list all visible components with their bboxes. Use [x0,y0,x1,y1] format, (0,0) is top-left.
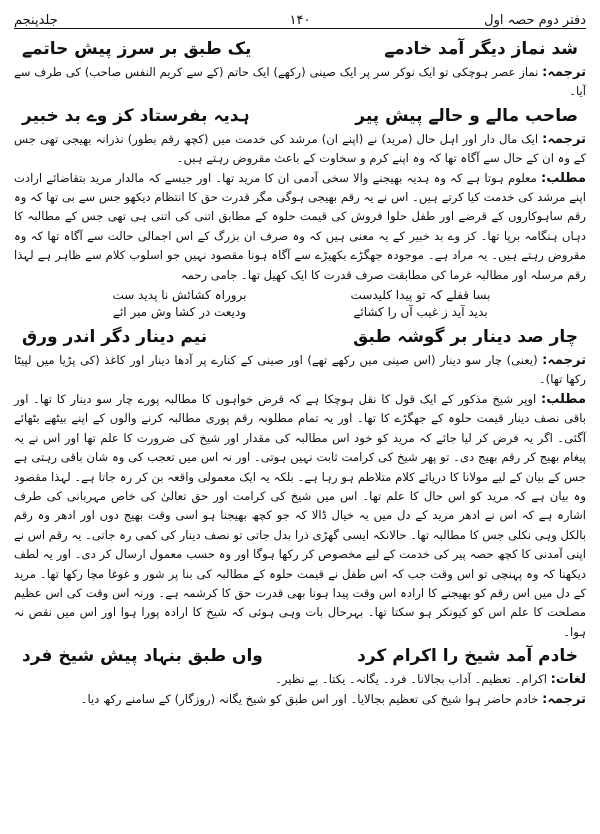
verse-second-hemistich: ہدیہ بفرستاد کز وے بد خبیر [22,105,250,126]
paragraph-label: ترجمہ: [542,353,586,369]
quoted-verse [14,285,586,323]
header-volume-part: دفتر دوم حصہ اول [484,13,586,28]
verse-first-hemistich: شد نماز دیگر آمد خادمے [384,39,578,59]
paragraph-label: مطلب: [541,391,586,407]
paragraph-text: اکرام۔ تعظیم۔ آداب بجالانا۔ فرد۔ یگانہ۔ یکتا۔ بے نظیر۔ [275,672,547,687]
quoted-verse-line: بدید آید ز غیب آں را کشائے [353,305,488,320]
verse-first-hemistich: صاحب مالے و حالے پیش پیر [355,105,578,126]
quoted-verse-line: بسا قفلے کہ تو پیدا کلیدست [350,288,491,303]
text-paragraph [14,169,586,285]
text-paragraph [14,690,586,709]
header-volume: جلدپنجم [13,13,58,28]
paragraph-text: معلوم ہوتا ہے کہ وہ ہدیہ بھیجنے والا سخی آدمی ان کا مرید تھا۔ اور جیسے کہ مالدار مرید بتقاضائے ارادت اپنے مرشد کی خدمت کیا کرتے ہیں۔ اس نے یہ رقم بھیجی ہوگی مگر قدرت حق کا انتظام دیکھو جس سے بی تھا کہ وہ رقم ساہوکاروں کے قرضے اور طفل حلوا فروش کی قیمت حلوہ کے مطابق اتنی کی اتنی ہی تھی جس کے مطالبہ کا دہاں ہنگامہ برپا تھا۔ کز وے بد خبیر کے یہ معنی ہیں کہ وہ صرف ان بزرگ کے اس اجمالی حالت سے آگاہ تھا کہ وہ مقروض رہتے ہیں۔ یہ مراد ہے۔ موجودہ جھگڑے بکھیڑے سے آگاہ ہونا مقصود نہیں جو اسلوب کلام سے ظاہر ہے لہذا رقم مرسلہ اور مطالبہ غرما کی مطابقت صرف قدرت کا ایک کھیل تھا۔ جامی رحمہ [14,170,586,282]
quoted-verse-line: بروراہ کشائش نا پدید ست [112,288,247,303]
verse-first-hemistich: چار صد دینار بر گوشہ طبق [353,327,578,348]
verse-couplet [14,642,586,670]
paragraph-label: ترجمہ: [542,691,586,707]
text-paragraph [14,670,586,689]
paragraph-text: خادم حاضر ہوا شیخ کی تعظیم بجالایا۔ اور اس طبق کو شیخ یگانہ (روزگار) کے سامنے رکھ دیا۔ [80,691,539,706]
text-paragraph [14,351,586,390]
paragraph-label: لغات: [550,672,586,688]
paragraph-label: ترجمہ: [542,131,586,147]
text-paragraph [14,390,586,642]
verse-first-hemistich: خادم آمد شیخ را اکرام کرد [357,646,578,667]
page-number: ۱۴۰ [289,13,311,28]
paragraph-text: اوپر شیخ مذکور کے ایک قول کا نقل ہوچکا ہے کہ قرض خواہوں کا مطالبہ پورے چار سو دینار کا تھا۔ اور باقی نصف دینار قیمت حلوہ کے جھگڑے کا تھا۔ اور یہ تمام مطلوبہ رقم پوری مطالبہ کرنے والوں کے اپنے بیٹھے بٹھائے آگئی۔ اگر یہ فرض کر لیا جائے کہ مرید کو خود اس مطالبہ کی مقدار اور شیخ کی ضرورت کا علم تھا اور اس نے یہ پیغام بھیج کر رقم بھیج دی۔ تو پھر شیخ کی کرامت ثابت نہیں ہوتی۔ اور نہ اس میں تعجب کی وہ شان باقی رہتی ہے جس کے بیان کے لیے مولانا کا دریائے کلام متلاطم ہو رہا ہے۔ بلکہ یہ ایک معمولی واقعہ بن کر رہ جاتا ہے۔ لہذا مقصود وہ بیان ہے کہ مرید کو اس حال کا علم تھا۔ اس میں شیخ کی کرامت اور حق تعالیٰ کی خاص مہربانی کی طرف اشارہ ہے کہ اس نے ادھر مرید کے دل میں یہ خیال ڈالا کہ جو کچھ بھیجنا ہو اسی وقت بھیج دوں اور ادھر وہ رقم بالکل وہی نکلی جس کا مطالبہ تھا۔ حالانکہ ایسی گھڑی ذرا بدل جاتی تو نصف دینار کی کمی رہ جاتی۔ یہ رقم اس نے اپنی آمدنی کا کچھ حصہ پیر کی خدمت کے لیے مخصوص کر رکھا ہوگا اور وہ حسب معمول ارسال کر دی۔ اور یہ لطف دیکھنا کہ وہ پہنچی تو اس وقت جب کہ اس طفل نے قیمت حلوہ کے مطالبہ کی بنا پر شور و غوغا مچا رکھا تھا۔ مرید کے دل میں اس رقم کو بھیجنے کا ارادہ اس وقت پیدا ہونا بھی قدرت حق کا کرشمہ ہے۔ ورنہ اس وقت کی اس عظیم مصلحت کا علم اس کو کیونکر ہو سکتا تھا۔ بہرحال بات وہی ہوئی کہ شیخ کا ارادہ پورا ہوا اور اس میں نقص نہ ہوا۔ [14,391,586,639]
text-paragraph [14,130,586,169]
verse-couplet [14,35,586,63]
quoted-verse-line: ودیعت در کشا وش میر ائے [112,305,247,320]
paragraph-label: مطلب: [541,170,586,186]
paragraph-text: (یعنی) چار سو دینار (اس صینی میں رکھے تھے) اور صینی کے کنارے پر آدھا دینار اور کاغذ (کی پڑیا میں لپیٹا رکھا تھا)۔ [14,353,586,387]
page-body [14,35,586,709]
text-paragraph [14,63,586,102]
verse-second-hemistich: یک طبق بر سرز پیش حاتمے [22,39,252,59]
paragraph-text: ایک مال دار اور اہل حال (مرید) نے (اپنے ان) مرشد کی خدمت میں (کچھ رقم بطور) نذرانہ بھیجی تھی جس کے وہ ان کے حال سے آگاہ تھا کہ وہ اپنے کرم و سخاوت کے باعث مقروض رہتے ہیں۔ [14,131,586,166]
paragraph-text: نماز عصر ہوچکی تو ایک نوکر سر پر ایک صینی (رکھے) ایک حاتم (کے سے کریم النفس صاحب) کی طرف سے آیا۔ [14,65,586,99]
paragraph-label: ترجمہ: [542,65,587,80]
verse-couplet [14,102,586,130]
running-header [14,6,586,29]
verse-second-hemistich: نیم دینار دگر اندر ورق [22,327,208,348]
verse-couplet [14,323,586,351]
verse-second-hemistich: واں طبق بنہاد پیش شیخ فرد [22,646,263,667]
